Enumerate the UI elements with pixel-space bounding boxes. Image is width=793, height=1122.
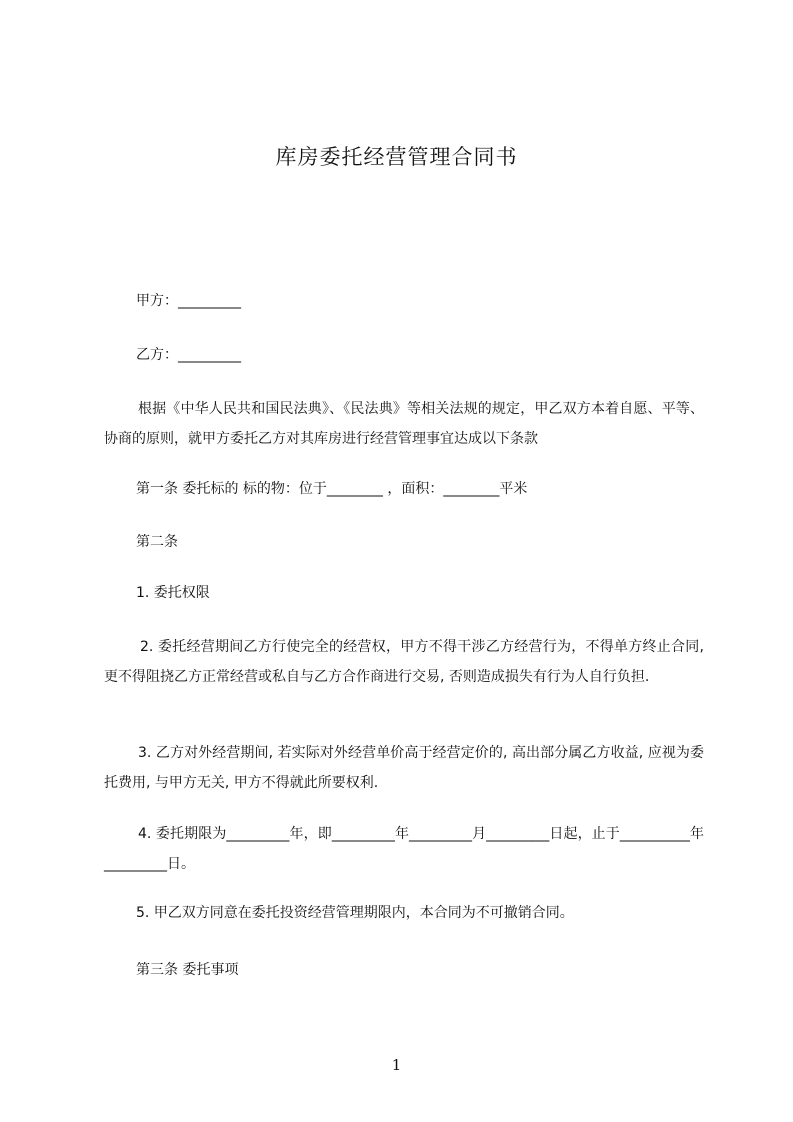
article-2-heading: 第二条 — [136, 534, 178, 550]
clause-5: 5. 甲乙双方同意在委托投资经营管理期限内，本合同为不可撤销合同。 — [136, 905, 574, 921]
article-3-heading: 第三条 委托事项 — [136, 962, 239, 978]
clause-3-paragraph: 3. 乙方对外经营期间, 若实际对外经营单价高于经营定价的, 高出部分属乙方收益, 应视为委托费用, 与甲方无关, 甲方不得就此所要权利. — [104, 745, 704, 791]
clause-4-paragraph: 4. 委托期限为_________年，即_________年_________月_________日起，止于__________年_________日。 — [104, 826, 704, 872]
party-b-line: 乙方：_________ — [136, 347, 241, 363]
clause-1: 1. 委托权限 — [136, 585, 210, 601]
clause-2-paragraph: 2. 委托经营期间乙方行使完全的经营权，甲方不得干涉乙方经营行为，不得单方终止合同, 更不得阻挠乙方正常经营或私自与乙方合作商进行交易, 否则造成损失有行为人自行负担. — [104, 639, 704, 685]
party-a-line: 甲方：_________ — [136, 293, 241, 309]
article-1: 第一条 委托标的 标的物：位于________ ，面积：________平米 — [136, 481, 528, 497]
preamble-paragraph: 根据《中华人民共和国民法典》、《民法典》等相关法规的规定，甲乙双方本着自愿、平等、协商的原则，就甲方委托乙方对其库房进行经营管理事宜达成以下条款 — [104, 401, 704, 447]
page-number: 1 — [391, 1056, 402, 1074]
document-title: 库房委托经营管理合同书 — [275, 145, 518, 169]
